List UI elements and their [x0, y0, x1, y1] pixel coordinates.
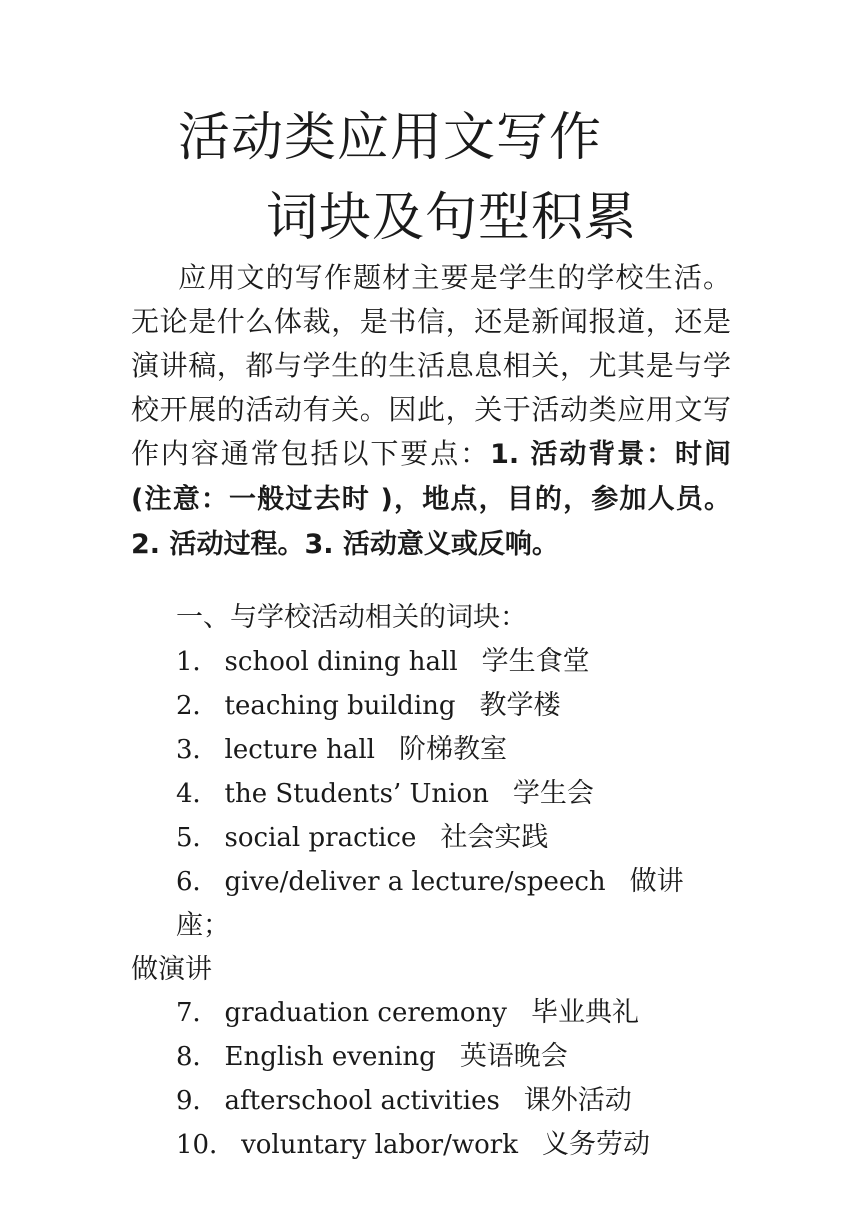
item-chinese: 社会实践	[440, 822, 549, 853]
item-chinese: 教学楼	[479, 690, 561, 721]
list-item	[131, 1079, 731, 1123]
item-number: 5．	[176, 823, 219, 853]
item-english: give/deliver a lecture/speech	[224, 867, 606, 897]
list-item	[131, 772, 731, 816]
item-chinese: 课外活动	[523, 1085, 632, 1116]
item-english: teaching building	[224, 691, 456, 721]
item-english: lecture hall	[224, 735, 375, 765]
item-chinese: 阶梯教室	[398, 734, 507, 765]
item-english: voluntary labor/work	[241, 1130, 518, 1160]
item-number: 2．	[176, 691, 219, 721]
item-english: English evening	[224, 1042, 436, 1072]
item-number: 10．	[176, 1130, 236, 1160]
list-item	[131, 991, 731, 1035]
item-number: 7．	[176, 998, 219, 1028]
list-item	[131, 684, 731, 728]
intro-key-points: 1. 活动背景：时间 (注意：一般过去时 )，地点，目的，参加人员。2. 活动过程。3. 活动意义或反响。	[131, 439, 731, 560]
list-item	[131, 1035, 731, 1079]
phrase-list	[131, 640, 731, 1167]
item-number: 3．	[176, 735, 219, 765]
item-number: 4．	[176, 779, 219, 809]
section-heading: 一、与学校活动相关的词块：	[176, 602, 527, 633]
item-chinese: 毕业典礼	[530, 997, 639, 1028]
item-chinese: 学生会	[512, 778, 594, 809]
item-chinese: 英语晚会	[459, 1041, 568, 1072]
page-subtitle: 词块及句型积累	[266, 188, 638, 248]
item-english: school dining hall	[224, 647, 458, 677]
item-english: afterschool activities	[224, 1086, 500, 1116]
list-item	[131, 1123, 731, 1167]
item-number: 9．	[176, 1086, 219, 1116]
list-item	[131, 640, 731, 684]
item-number: 8．	[176, 1042, 219, 1072]
intro-text: 应用文的写作题材主要是学生的学校生活。无论是什么体裁，是书信，还是新闻报道，还是演讲稿，都与学生的生活息息相关，尤其是与学校开展的活动有关。因此，关于活动类应用文写作内容通常包括以下要点：	[131, 261, 731, 470]
item-chinese: 学生食堂	[481, 646, 590, 677]
item-number: 1．	[176, 647, 219, 677]
item-number: 6．	[176, 867, 219, 897]
item-english: social practice	[224, 823, 417, 853]
list-item	[131, 816, 731, 860]
intro-paragraph	[131, 256, 731, 567]
page-title: 活动类应用文写作	[178, 108, 603, 168]
list-item	[131, 728, 731, 772]
list-item	[131, 860, 731, 991]
item-english: the Students’ Union	[224, 779, 489, 809]
item-english: graduation ceremony	[224, 998, 507, 1028]
item-chinese: 做讲座；	[176, 866, 684, 941]
item-chinese: 义务劳动	[541, 1129, 650, 1160]
item-chinese-continued: 做演讲	[131, 954, 212, 985]
